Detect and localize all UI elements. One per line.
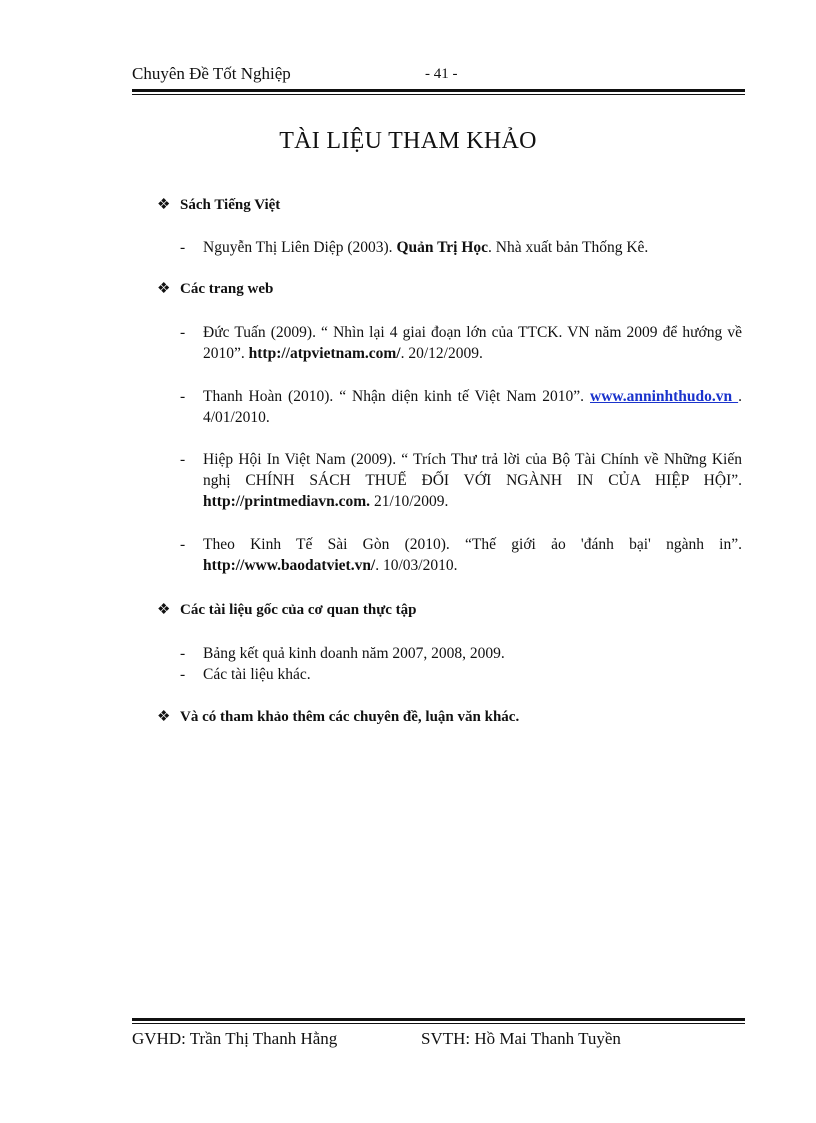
section-heading-internship-documents: [157, 600, 416, 619]
reference-url: http://atpvietnam.com/: [248, 345, 401, 362]
section-heading-label: Và có tham khảo thêm các chuyên đề, luận văn khác.: [180, 709, 520, 725]
header-rule-thick: [132, 89, 745, 92]
four-diamond-bullet-icon: ❖: [157, 197, 171, 213]
reference-url: http://printmediavn.com.: [203, 493, 371, 510]
dash-bullet: -: [180, 666, 186, 683]
dash-bullet: -: [180, 239, 186, 256]
section-heading-label: Các tài liệu gốc của cơ quan thực tập: [180, 602, 417, 618]
four-diamond-bullet-icon: ❖: [157, 281, 171, 297]
list-item: - Bảng kết quả kinh doanh năm 2007, 2008, 2009.: [180, 645, 505, 662]
list-item: - Đức Tuấn (2009). “ Nhìn lại 4 giai đoạn lớn của TTCK. VN năm 2009 để hướng về 2010”. http://atpvietnam.com/. 20/12/2009.: [180, 324, 742, 362]
section-heading-websites: [157, 279, 273, 298]
footer-rule-thin: [132, 1023, 745, 1024]
section-heading-label: Sách Tiếng Việt: [180, 197, 281, 213]
reference-link[interactable]: www.anninhthudo.vn: [590, 388, 739, 405]
footer-rule-thick: [132, 1018, 745, 1021]
dash-bullet: -: [180, 536, 186, 553]
header-rule-thin: [132, 94, 745, 95]
list-item: - Nguyễn Thị Liên Diệp (2003). Quản Trị Học. Nhà xuất bản Thống Kê.: [180, 239, 649, 256]
footer-student: SVTH: Hồ Mai Thanh Tuyền: [421, 1029, 621, 1048]
section-heading-other-theses: [157, 707, 519, 726]
four-diamond-bullet-icon: ❖: [157, 709, 171, 725]
four-diamond-bullet-icon: ❖: [157, 602, 171, 618]
dash-bullet: -: [180, 645, 186, 662]
list-item: - Theo Kinh Tế Sài Gòn (2010). “Thế giới ảo 'đánh bại' ngành in”. http://www.baodatviet.vn/. 10/03/2010.: [180, 536, 742, 574]
reference-url: http://www.baodatviet.vn/: [203, 557, 376, 574]
list-item: - Các tài liệu khác.: [180, 666, 311, 683]
section-heading-label: Các trang web: [180, 281, 274, 297]
page-title: TÀI LIỆU THAM KHẢO: [279, 128, 537, 154]
dash-bullet: -: [180, 388, 186, 405]
dash-bullet: -: [180, 324, 186, 341]
section-heading-vietnamese-books: [157, 195, 280, 214]
list-item: - Thanh Hoàn (2010). “ Nhận diện kinh tế Việt Nam 2010”. www.anninhthudo.vn . 4/01/2010.: [180, 388, 742, 426]
dash-bullet: -: [180, 451, 186, 468]
header-page-number: - 41 -: [425, 66, 458, 82]
list-item: - Hiệp Hội In Việt Nam (2009). “ Trích Thư trả lời của Bộ Tài Chính về Những Kiến nghị CHÍNH SÁCH THUẾ ĐỐI VỚI NGÀNH IN CỦA HIỆP HỘI”. http://printmediavn.com. 21/10/2009.: [180, 451, 742, 510]
header-title: Chuyên Đề Tốt Nghiệp: [132, 64, 291, 83]
footer-advisor: GVHD: Trần Thị Thanh Hằng: [132, 1029, 338, 1048]
